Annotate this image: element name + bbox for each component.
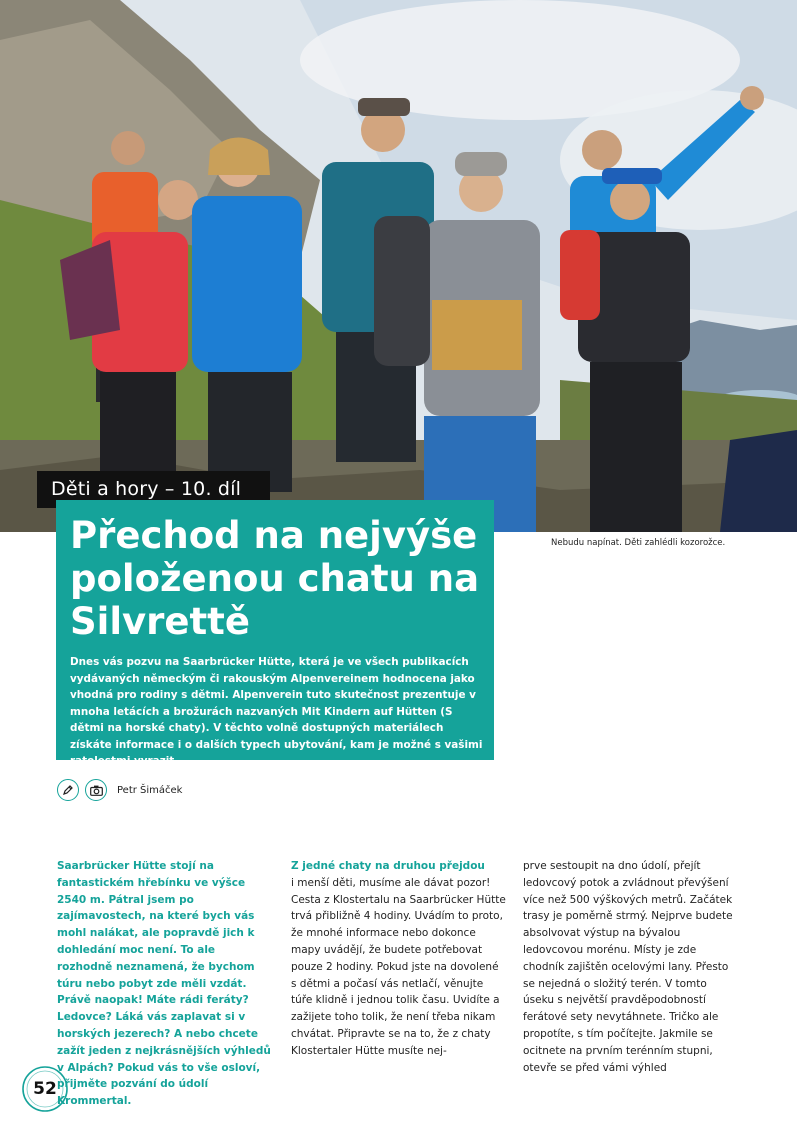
page-number-badge bbox=[20, 1064, 70, 1114]
article-lead: Dnes vás pozvu na Saarbrücker Hütte, která je ve všech publikacích vydávaných německým či rakouským Alpenvereinem hodnocena jako vhodná pro rodiny s dětmi. Alpenverein tuto skutečnost prezentuje v mnoha letácích a brožurách nazvaných Mit Kindern auf Hütten (S dětmi na horské chaty). V těchto volně dostupných materiálech získáte informace i o dalších typech ubytování, kam je možné s vašimi ratolestmi vyrazit. bbox=[70, 656, 483, 767]
author-name: Petr Šimáček bbox=[117, 784, 183, 796]
page-number: 52 bbox=[33, 1079, 57, 1099]
title-box bbox=[56, 500, 494, 767]
credits bbox=[57, 778, 182, 802]
hero-photo bbox=[0, 0, 797, 532]
photo-caption: Nebudu napínat. Děti zahlédli kozorožce. bbox=[551, 538, 726, 548]
column-2-heading: Z jedné chaty na druhou přejdou bbox=[291, 860, 485, 872]
column-2-text: i menší děti, musíme ale dávat pozor! Cesta z Klostertalu na Saarbrücker Hütte trvá přibližně 4 hodiny. Uvádím to proto, že mnohé informace nebo dokonce mapy uvádějí, že budete potřebovat pouze 2 hodiny. Pokud jste na dovolené s dětmi a počasí vás netlačí, věnujte túře klidně i jednou tolik času. Uvidíte a zažijete toho tolik, že není třeba nikam chvátat. Připravte se na to, že z chaty Klostertaler Hütte musíte nej- bbox=[291, 876, 506, 1057]
series-label: Děti a hory – 10. díl bbox=[37, 471, 270, 508]
column-1-intro: Saarbrücker Hütte stojí na fantastickém hřebínku ve výšce 2540 m. Pátral jsem po zajímavostech, na které bych vás mohl nalákat, ale popravdě jich k dohledání moc není. To ale rozhodně neznamená, že bychom túru nebo pobyt zde měli vzdát. Právě naopak! Máte rádi feráty? Ledovce? Láká vás zaplavat si v horských jezerech? A nebo chcete zažít jeden z nejkrásnějších výhledů v Alpách? Pokud vás to vše osloví, přijměte pozvání do údolí Krommertal. bbox=[57, 860, 271, 1108]
pen-icon bbox=[57, 779, 79, 801]
camera-icon bbox=[85, 779, 107, 801]
column-2 bbox=[291, 858, 506, 1060]
mountain-hikers-photo bbox=[0, 0, 797, 532]
article-title: Přechod na nejvýše položenou chatu na Silvrettě bbox=[70, 514, 480, 643]
column-3: prve sestoupit na dno údolí, přejít ledovcový potok a zvládnout převýšení více než 500 výškových metrů. Začátek trasy je poměrně strmý. Nejprve budete absolvovat výstup na bývalou ledovcovou morénu. Místy je zde chodník zajištěn ocelovými lany. Přesto se nejedná o složitý terén. V tomto úseku s největší pravděpodobností ferátové sety nevytáhnete. Tričko ale propotíte, s tím počítejte. Jakmile se ocitnete na prvním terénním stupni, otevře se před vámi výhled bbox=[523, 860, 733, 1074]
